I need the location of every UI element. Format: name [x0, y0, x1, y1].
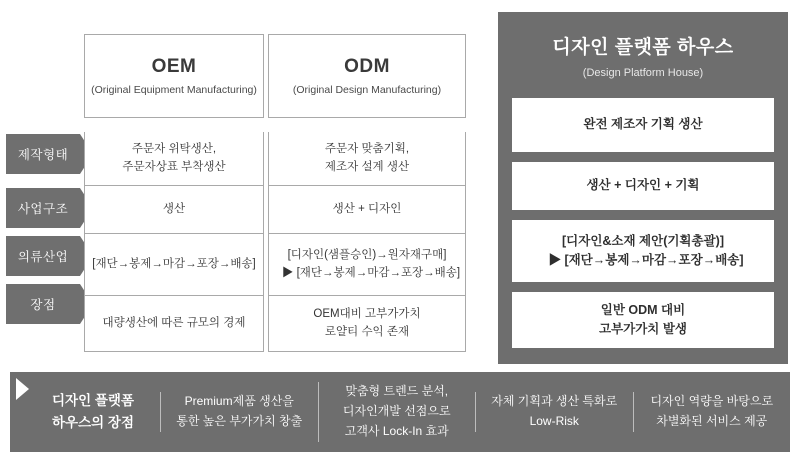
row-label-manufacturing-type [6, 134, 80, 174]
cell-odm-apparel-industry [268, 234, 466, 296]
row-label-advantages [6, 284, 80, 324]
row-label-text: 사업구조 [17, 202, 69, 216]
benefit-line: 디자인개발 선점으로 [342, 404, 451, 419]
cell-line: 제조자 설계 생산 [324, 160, 410, 173]
panel-design-platform-house [498, 12, 788, 364]
column-odm-gap [268, 118, 466, 132]
cell-line: ▶ [재단→봉제→마감→포장→배송] [281, 266, 461, 279]
column-odm [268, 34, 466, 352]
cell-line: 완전 제조자 기획 생산 [583, 117, 703, 132]
benefit-line: 디자인 역량을 바탕으로 [650, 394, 774, 409]
benefit-line: Low-Risk [529, 414, 579, 428]
panel-title: 디자인 플랫폼 하우스 [552, 36, 734, 58]
cell-line: ▶ [재단→봉제→마감→포장→배송] [548, 253, 744, 267]
cell-line: 생산 + 디자인 + 기획 [586, 178, 700, 193]
cell-odm-advantages [268, 296, 466, 352]
cell-dph-apparel-industry [512, 220, 774, 282]
column-oem-subtitle: (Original Equipment Manufacturing) [91, 84, 257, 96]
cell-dph-manufacturing-type [512, 98, 774, 152]
cell-line: 주문자 위탁생산, [131, 142, 217, 155]
column-oem-header [84, 34, 264, 118]
column-odm-title: ODM [344, 56, 390, 77]
cell-odm-manufacturing-type [268, 132, 466, 186]
benefit-differentiated [633, 392, 791, 432]
panel-header [512, 12, 774, 98]
benefits-title-line: 디자인 플랫폼 [52, 393, 134, 409]
row-label-text: 장점 [30, 298, 56, 312]
benefit-line: 맞춤형 트렌드 분석, [345, 384, 449, 399]
cell-dph-advantages [512, 292, 774, 348]
cell-line: 주문자상표 부착생산 [122, 160, 226, 173]
row-label-apparel-industry [6, 236, 80, 276]
column-oem-title: OEM [151, 56, 197, 77]
benefits-title-line: 하우스의 장점 [52, 415, 134, 430]
benefit-line: 통한 높은 부가가치 창출 [176, 414, 303, 428]
benefit-premium [160, 392, 318, 432]
cell-line: 대량생산에 따른 규모의 경제 [102, 316, 246, 329]
cell-dph-business-structure [512, 162, 774, 210]
benefit-line: Premium제품 생산을 [184, 394, 294, 409]
benefit-trend [318, 382, 476, 441]
benefits-strip [10, 372, 790, 452]
triangle-marker-icon [16, 378, 29, 400]
cell-line: 고부가가치 발생 [599, 322, 687, 336]
column-oem [84, 34, 264, 352]
column-oem-gap [84, 118, 264, 132]
cell-line: 일반 ODM 대비 [600, 302, 686, 317]
benefits-title [10, 390, 160, 433]
row-label-text: 의류산업 [17, 250, 69, 264]
cell-line: OEM대비 고부가가치 [313, 307, 421, 320]
cell-line: [디자인&소재 제안(기획총괄)] [562, 233, 724, 248]
cell-line: 주문자 맞춤기획, [324, 142, 410, 155]
row-label-text: 제작형태 [17, 148, 69, 162]
panel-subtitle: (Design Platform House) [582, 66, 704, 79]
cell-oem-apparel-industry [84, 234, 264, 296]
cell-oem-manufacturing-type [84, 132, 264, 186]
cell-line: 생산 + 디자인 [332, 202, 402, 215]
benefit-line: 자체 기획과 생산 특화로 [491, 394, 618, 409]
cell-odm-business-structure [268, 186, 466, 234]
benefit-low-risk [475, 392, 633, 432]
cell-oem-business-structure [84, 186, 264, 234]
benefit-line: 차별화된 서비스 제공 [656, 414, 768, 428]
cell-line: [디자인(샘플승인)→원자재구매] [287, 248, 447, 261]
cell-line: 로얄티 수익 존재 [324, 325, 410, 338]
column-odm-subtitle: (Original Design Manufacturing) [292, 84, 442, 96]
benefit-line: 고객사 Lock-In 효과 [344, 423, 449, 438]
row-label-business-structure [6, 188, 80, 228]
column-odm-header [268, 34, 466, 118]
cell-line: 생산 [162, 202, 186, 215]
cell-line: [재단→봉제→마감→포장→배송] [92, 257, 256, 270]
cell-oem-advantages [84, 296, 264, 352]
